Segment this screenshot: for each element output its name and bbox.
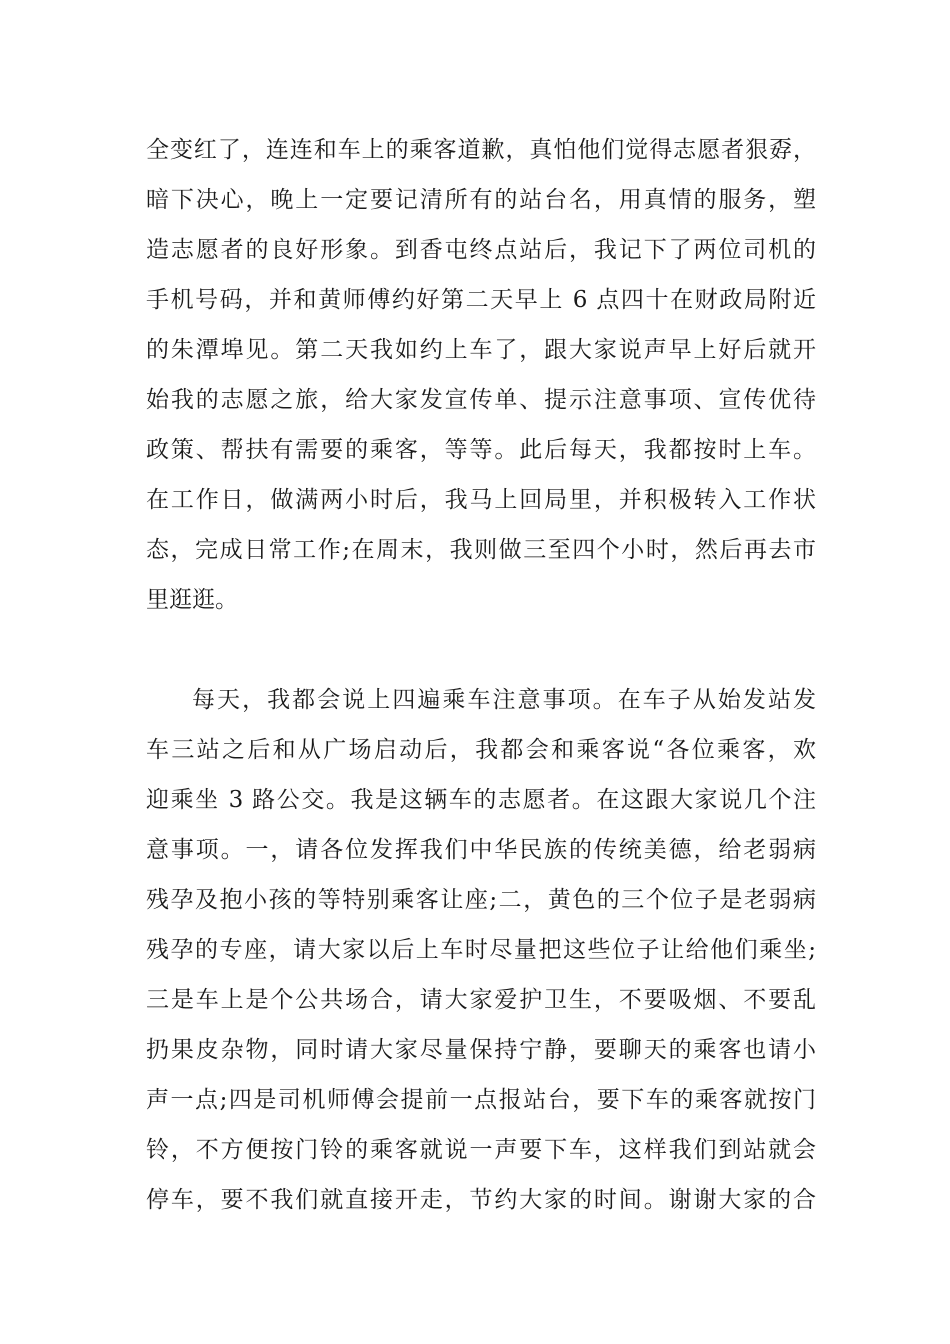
text-line: 每天，我都会说上四遍乘车注意事项。在车子从始发站发 [192,687,816,713]
text-line: 车三站之后和从广场启动后，我都会和乘客说“各位乘客，欢 [146,737,816,763]
text-line: 残孕及抱小孩的等特别乘客让座;二，黄色的三个位子是老弱病 [146,887,816,913]
text-line: 造志愿者的良好形象。到香屯终点站后，我记下了两位司机的 [146,237,816,263]
text-line: 里逛逛。 [146,587,238,613]
text-line: 迎乘坐 3 路公交。我是这辆车的志愿者。在这跟大家说几个注 [146,787,816,813]
text-line: 暗下决心，晚上一定要记清所有的站台名，用真情的服务，塑 [146,187,816,213]
text-line: 始我的志愿之旅，给大家发宣传单、提示注意事项、宣传优待 [146,387,816,413]
text-line: 意事项。一，请各位发挥我们中华民族的传统美德，给老弱病 [146,837,816,863]
text-line: 停车，要不我们就直接开走，节约大家的时间。谢谢大家的合 [146,1187,816,1213]
text-line: 手机号码，并和黄师傅约好第二天早上 6 点四十在财政局附近 [146,287,816,313]
text-line: 三是车上是个公共场合，请大家爱护卫生，不要吸烟、不要乱 [146,987,816,1013]
paragraph-2 [146,675,816,1225]
text-line: 扔果皮杂物，同时请大家尽量保持宁静，要聊天的乘客也请小 [146,1037,816,1063]
text-line: 残孕的专座，请大家以后上车时尽量把这些位子让给他们乘坐; [146,937,816,963]
text-line: 态，完成日常工作;在周末，我则做三至四个小时，然后再去市 [146,537,816,563]
text-line: 的朱潭埠见。第二天我如约上车了，跟大家说声早上好后就开 [146,337,816,363]
text-line: 铃，不方便按门铃的乘客就说一声要下车，这样我们到站就会 [146,1137,816,1163]
text-line: 在工作日，做满两小时后，我马上回局里，并积极转入工作状 [146,487,816,513]
text-line: 全变红了，连连和车上的乘客道歉，真怕他们觉得志愿者狠孬， [146,137,816,163]
text-line: 声一点;四是司机师傅会提前一点报站台，要下车的乘客就按门 [146,1087,816,1113]
text-line: 政策、帮扶有需要的乘客，等等。此后每天，我都按时上车。 [146,437,816,463]
paragraph-1 [146,125,816,625]
